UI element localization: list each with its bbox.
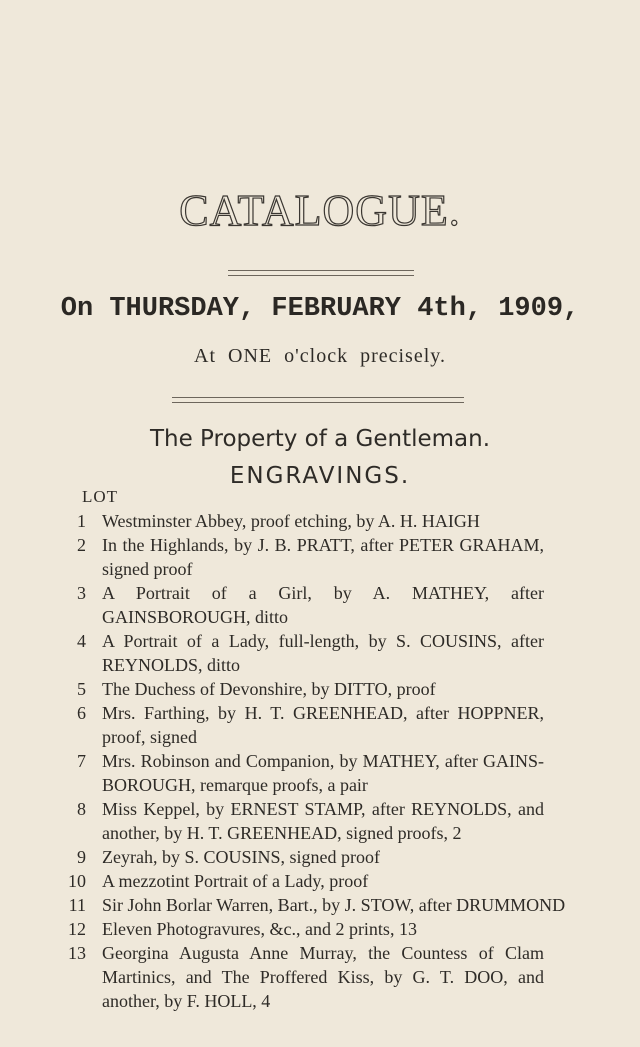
- lot-number: 9: [77, 847, 86, 867]
- lot-entry: [0, 797, 640, 845]
- lot-number: 10: [68, 871, 86, 891]
- lot-number: 4: [77, 631, 86, 651]
- lot-entry: [0, 533, 640, 581]
- lot-description: Sir John Borlar Warren, Bart., by J. STOW, after DRUMMOND: [102, 895, 566, 915]
- lot-number: 3: [77, 583, 86, 603]
- lot-description: The Duchess of Devonshire, by DITTO, proof: [102, 679, 436, 699]
- lot-entry: [0, 629, 640, 677]
- lot-entry: [0, 581, 640, 629]
- title-divider: [228, 270, 414, 276]
- lot-entry: [0, 509, 640, 533]
- lot-description: Miss Keppel, by ERNEST STAMP, after REYNOLDS, and another, by H. T. GREENHEAD, signed proofs, 2: [102, 799, 544, 843]
- lot-description: Eleven Photogravures, &c., and 2 prints, 13: [102, 919, 417, 939]
- lot-description: Westminster Abbey, proof etching, by A. H. HAIGH: [102, 511, 480, 531]
- sale-date: On THURSDAY, FEBRUARY 4th, 1909,: [60, 294, 580, 324]
- lot-entry: [0, 869, 640, 893]
- lot-description: A Portrait of a Girl, by A. MATHEY, after GAINSBOROUGH, ditto: [102, 583, 544, 627]
- lot-description: Mrs. Robinson and Companion, by MATHEY, after GAINS-BOROUGH, remarque proofs, a pair: [102, 751, 544, 795]
- lot-entry: [0, 845, 640, 869]
- lot-description: A mezzotint Portrait of a Lady, proof: [102, 871, 369, 891]
- section-heading: ENGRAVINGS.: [229, 463, 411, 489]
- time-divider: [172, 397, 464, 403]
- lot-number: 12: [68, 919, 86, 939]
- lot-entry: [0, 701, 640, 749]
- lot-number: 1: [77, 511, 86, 531]
- property-heading: The Property of a Gentleman.: [149, 426, 491, 452]
- lot-description: A Portrait of a Lady, full-length, by S. COUSINS, after REYNOLDS, ditto: [102, 631, 544, 675]
- lot-column-label: LOT: [82, 487, 119, 506]
- lot-number: 11: [68, 895, 86, 915]
- lot-number: 8: [77, 799, 86, 819]
- lot-list: [0, 509, 640, 1013]
- lot-entry: [0, 893, 640, 917]
- lot-entry: [0, 677, 640, 701]
- lot-number: 13: [68, 943, 86, 963]
- lot-description: Mrs. Farthing, by H. T. GREENHEAD, after HOPPNER, proof, signed: [102, 703, 544, 747]
- lot-number: 6: [77, 703, 86, 723]
- lot-description: Georgina Augusta Anne Murray, the Countess of Clam Martinics, and The Proffered Kiss, by G. T. DOO, and another, by F. HOLL, 4: [102, 943, 544, 1011]
- lot-number: 2: [77, 535, 86, 555]
- lot-entry: [0, 917, 640, 941]
- lot-number: 5: [77, 679, 86, 699]
- catalogue-title: CATALOGUE.: [179, 186, 461, 235]
- lot-entry: [0, 941, 640, 1013]
- sale-time: At ONE o'clock precisely.: [194, 345, 446, 367]
- lot-entry: [0, 749, 640, 797]
- lot-number: 7: [77, 751, 86, 771]
- lot-description: Zeyrah, by S. COUSINS, signed proof: [102, 847, 380, 867]
- lot-description: In the Highlands, by J. B. PRATT, after PETER GRAHAM, signed proof: [102, 535, 544, 579]
